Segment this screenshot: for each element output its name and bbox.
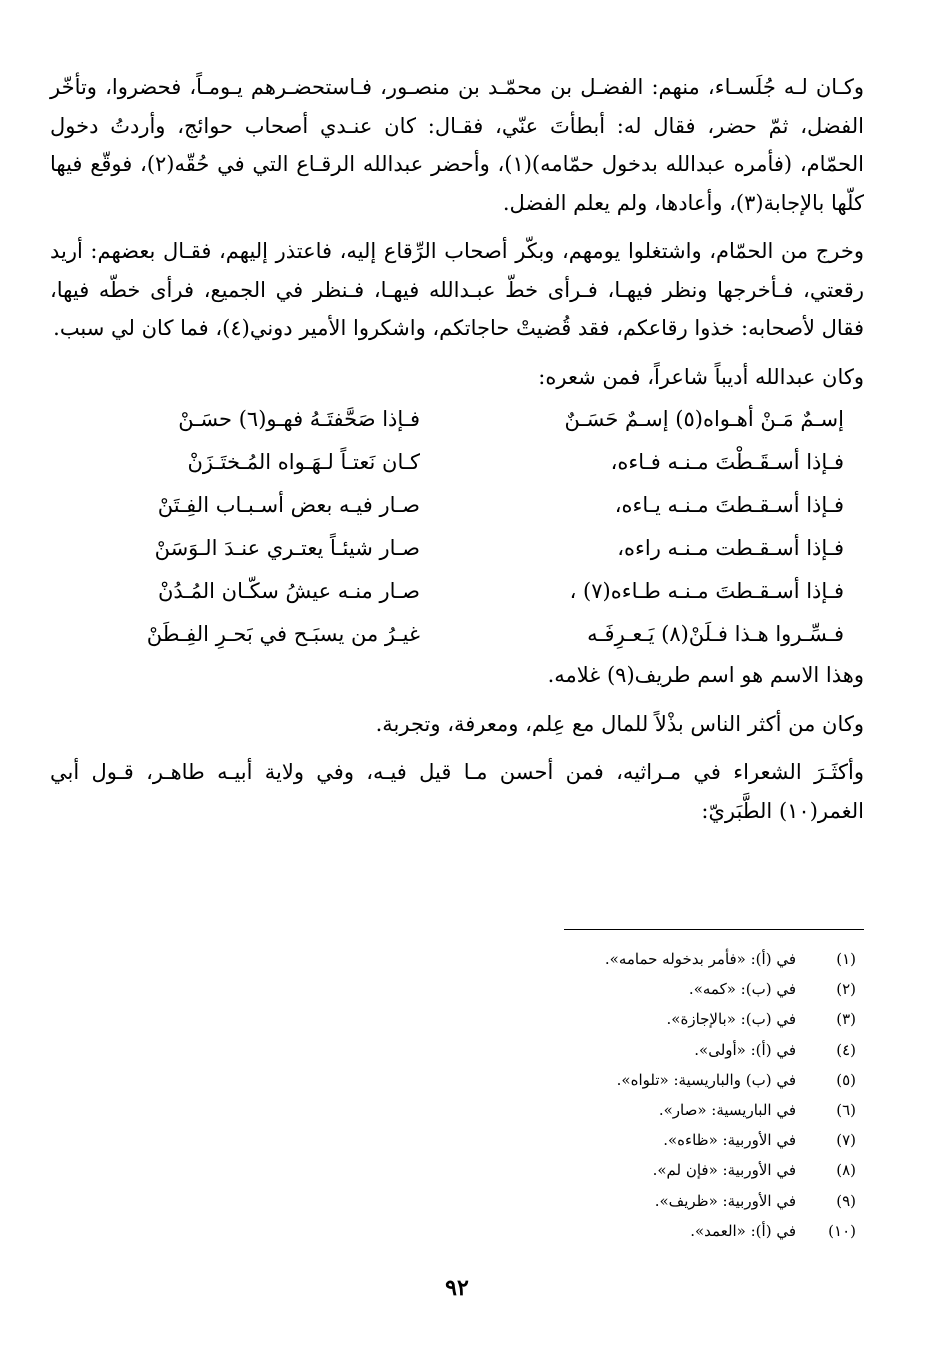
paragraph-1: وكـان لـه جُلَسـاء، منهم: الفضـل بن محمّـد بن منصـور، فـاستحضـرهم يـومـاً، فحضروا، وتأخّر الفضل، ثمّ حضر، فقال له: أبطأتَ عنّي، فقـال: كان عنـدي أصحاب حوائج، وأردتُ دخول الحمّام، (فأمره عبدالله بدخول حمّامه)(١)، وأحضر عبدالله الرقـاع التي في حُقّه(٢)، فوقّع فيها كلّها بالإجابة(٣)، وأعادها، ولم يعلم الفضل.	[50, 75, 864, 215]
footnote-text: في الأوربية: «فإن لم».	[652, 1161, 796, 1180]
verse-first-hemistich: إسـمٌ مَـنْ أهـواه(٥) إسـمٌ حَسَـنٌ	[564, 407, 844, 431]
verse-line	[50, 613, 864, 656]
footnote	[436, 974, 856, 1004]
footnote-text: في (أ): «أولى».	[694, 1040, 796, 1059]
verse-line	[50, 484, 864, 527]
verse-second-hemistich: صـار شيئـاً يعتـري عنـدَ الـوَسَنْ	[154, 536, 420, 560]
footnote	[436, 944, 856, 974]
verse-first-hemistich: فـإذا أسـقَـطْتَ مـنـه فـاءه،	[610, 450, 844, 474]
verse-second-hemistich: صـار منـه عيشُ سكّـان المُـدُنْ	[158, 579, 420, 603]
footnote-text: في (أ): «فأمر بدخوله حمامه».	[604, 950, 796, 968]
verse-line	[50, 398, 864, 441]
footnote-number: (٤)	[836, 1040, 856, 1059]
footnote-text: في (ب) والباريسية: «تلواه».	[616, 1070, 796, 1089]
page-number: ٩٢	[445, 1275, 469, 1301]
footnote-number: (٩)	[836, 1191, 856, 1210]
footnote-number: (٧)	[836, 1131, 856, 1150]
footnote-number: (٣)	[836, 1010, 856, 1029]
verse-first-hemistich: فـسِّـروا هـذا فـلَنْ(٨) يَـعـرِفَـه	[587, 622, 844, 646]
footnote-number: (٨)	[836, 1161, 856, 1180]
verse-first-hemistich: فـإذا أسـقـطتَ مـنـه يـاءه،	[614, 493, 844, 517]
footnote	[436, 1035, 856, 1065]
footnote	[436, 1095, 856, 1125]
poem-intro: وكان عبدالله أديباً شاعراً، فمن شعره:	[538, 364, 864, 389]
verse-line	[50, 527, 864, 570]
poem	[50, 398, 864, 656]
footnote	[436, 1125, 856, 1155]
verse-second-hemistich: غيـرُ من يسبَـح في بَحـرِ الفِـطَنْ	[146, 622, 420, 646]
footnote-number: (٦)	[836, 1100, 856, 1119]
footnote-number: (١٠)	[828, 1221, 856, 1240]
paragraph-elegies: وأكثَـرَ الشعراء في مـراثيه، فمن أحسن مـا قيل فيـه، وفي ولاية أبيـه طاهـر، قـول أبي الغمر(١٠) الطَّبَريّ:	[50, 760, 864, 823]
footnote-text: في (أ): «العمد».	[690, 1221, 796, 1240]
page-body	[50, 68, 864, 1358]
verse-second-hemistich: فـإذا صَحَّفتَـهُ فهـو(٦) حسَـنْ	[178, 407, 420, 431]
footnote	[436, 1065, 856, 1095]
verse-second-hemistich: كـان نَعتـاً لـهَـواه المُـختَـزَنْ	[187, 450, 420, 474]
footnote	[436, 1186, 856, 1216]
paragraph-2: وخرج من الحمّام، واشتغلوا يومهم، وبكّر أصحاب الرِّقاع إليه، فاعتذر إليهم، فقـال بعضهم: أريد رقعتي، فـأخرجها ونظر فيهـا، فـرأى خطّ عبـدالله فيهـا، فـنظر في الجميع، فرأى خطّه فيها، فقال لأصحابه: خذوا رقاعكم، فقد قُضيتْ حاجاتكم، واشكروا الأمير دوني(٤)، فما كان لي سبب.	[50, 239, 864, 340]
footnote	[436, 1155, 856, 1185]
footnote-text: في الأوربية: «ظريف».	[654, 1191, 796, 1210]
verse-line	[50, 570, 864, 613]
footnote-text: في (ب): «كمه».	[688, 980, 796, 999]
footnote	[436, 1004, 856, 1034]
footnote-text: في الباريسية: «صار».	[658, 1100, 796, 1119]
after-verse-line: وهذا الاسم هو اسم طريف(٩) غلامه.	[547, 663, 864, 687]
paragraph-generosity: وكان من أكثر الناس بذْلاً للمال مع عِلم، ومعرفة، وتجربة.	[375, 711, 864, 736]
footnote-number: (٥)	[836, 1070, 856, 1089]
footnote-text: في الأوربية: «ظاءه».	[663, 1131, 796, 1150]
footnote-number: (٢)	[836, 980, 856, 999]
footnote-divider	[564, 929, 864, 930]
verse-first-hemistich: فـإذا أسـقـطت مـنـه راءه،	[617, 536, 844, 560]
verse-second-hemistich: صـار فيـه بعض أسـبـاب الفِـتَنْ	[157, 493, 420, 517]
footnote	[436, 1216, 856, 1246]
footnotes	[436, 944, 856, 1246]
footnote-text: في (ب): «بالإجازة».	[666, 1010, 796, 1029]
footnote-number: (١)	[836, 950, 856, 968]
verse-line	[50, 441, 864, 484]
verse-first-hemistich: فـإذا أسـقـطتَ مـنـه طـاءه(٧) ،	[569, 579, 844, 603]
